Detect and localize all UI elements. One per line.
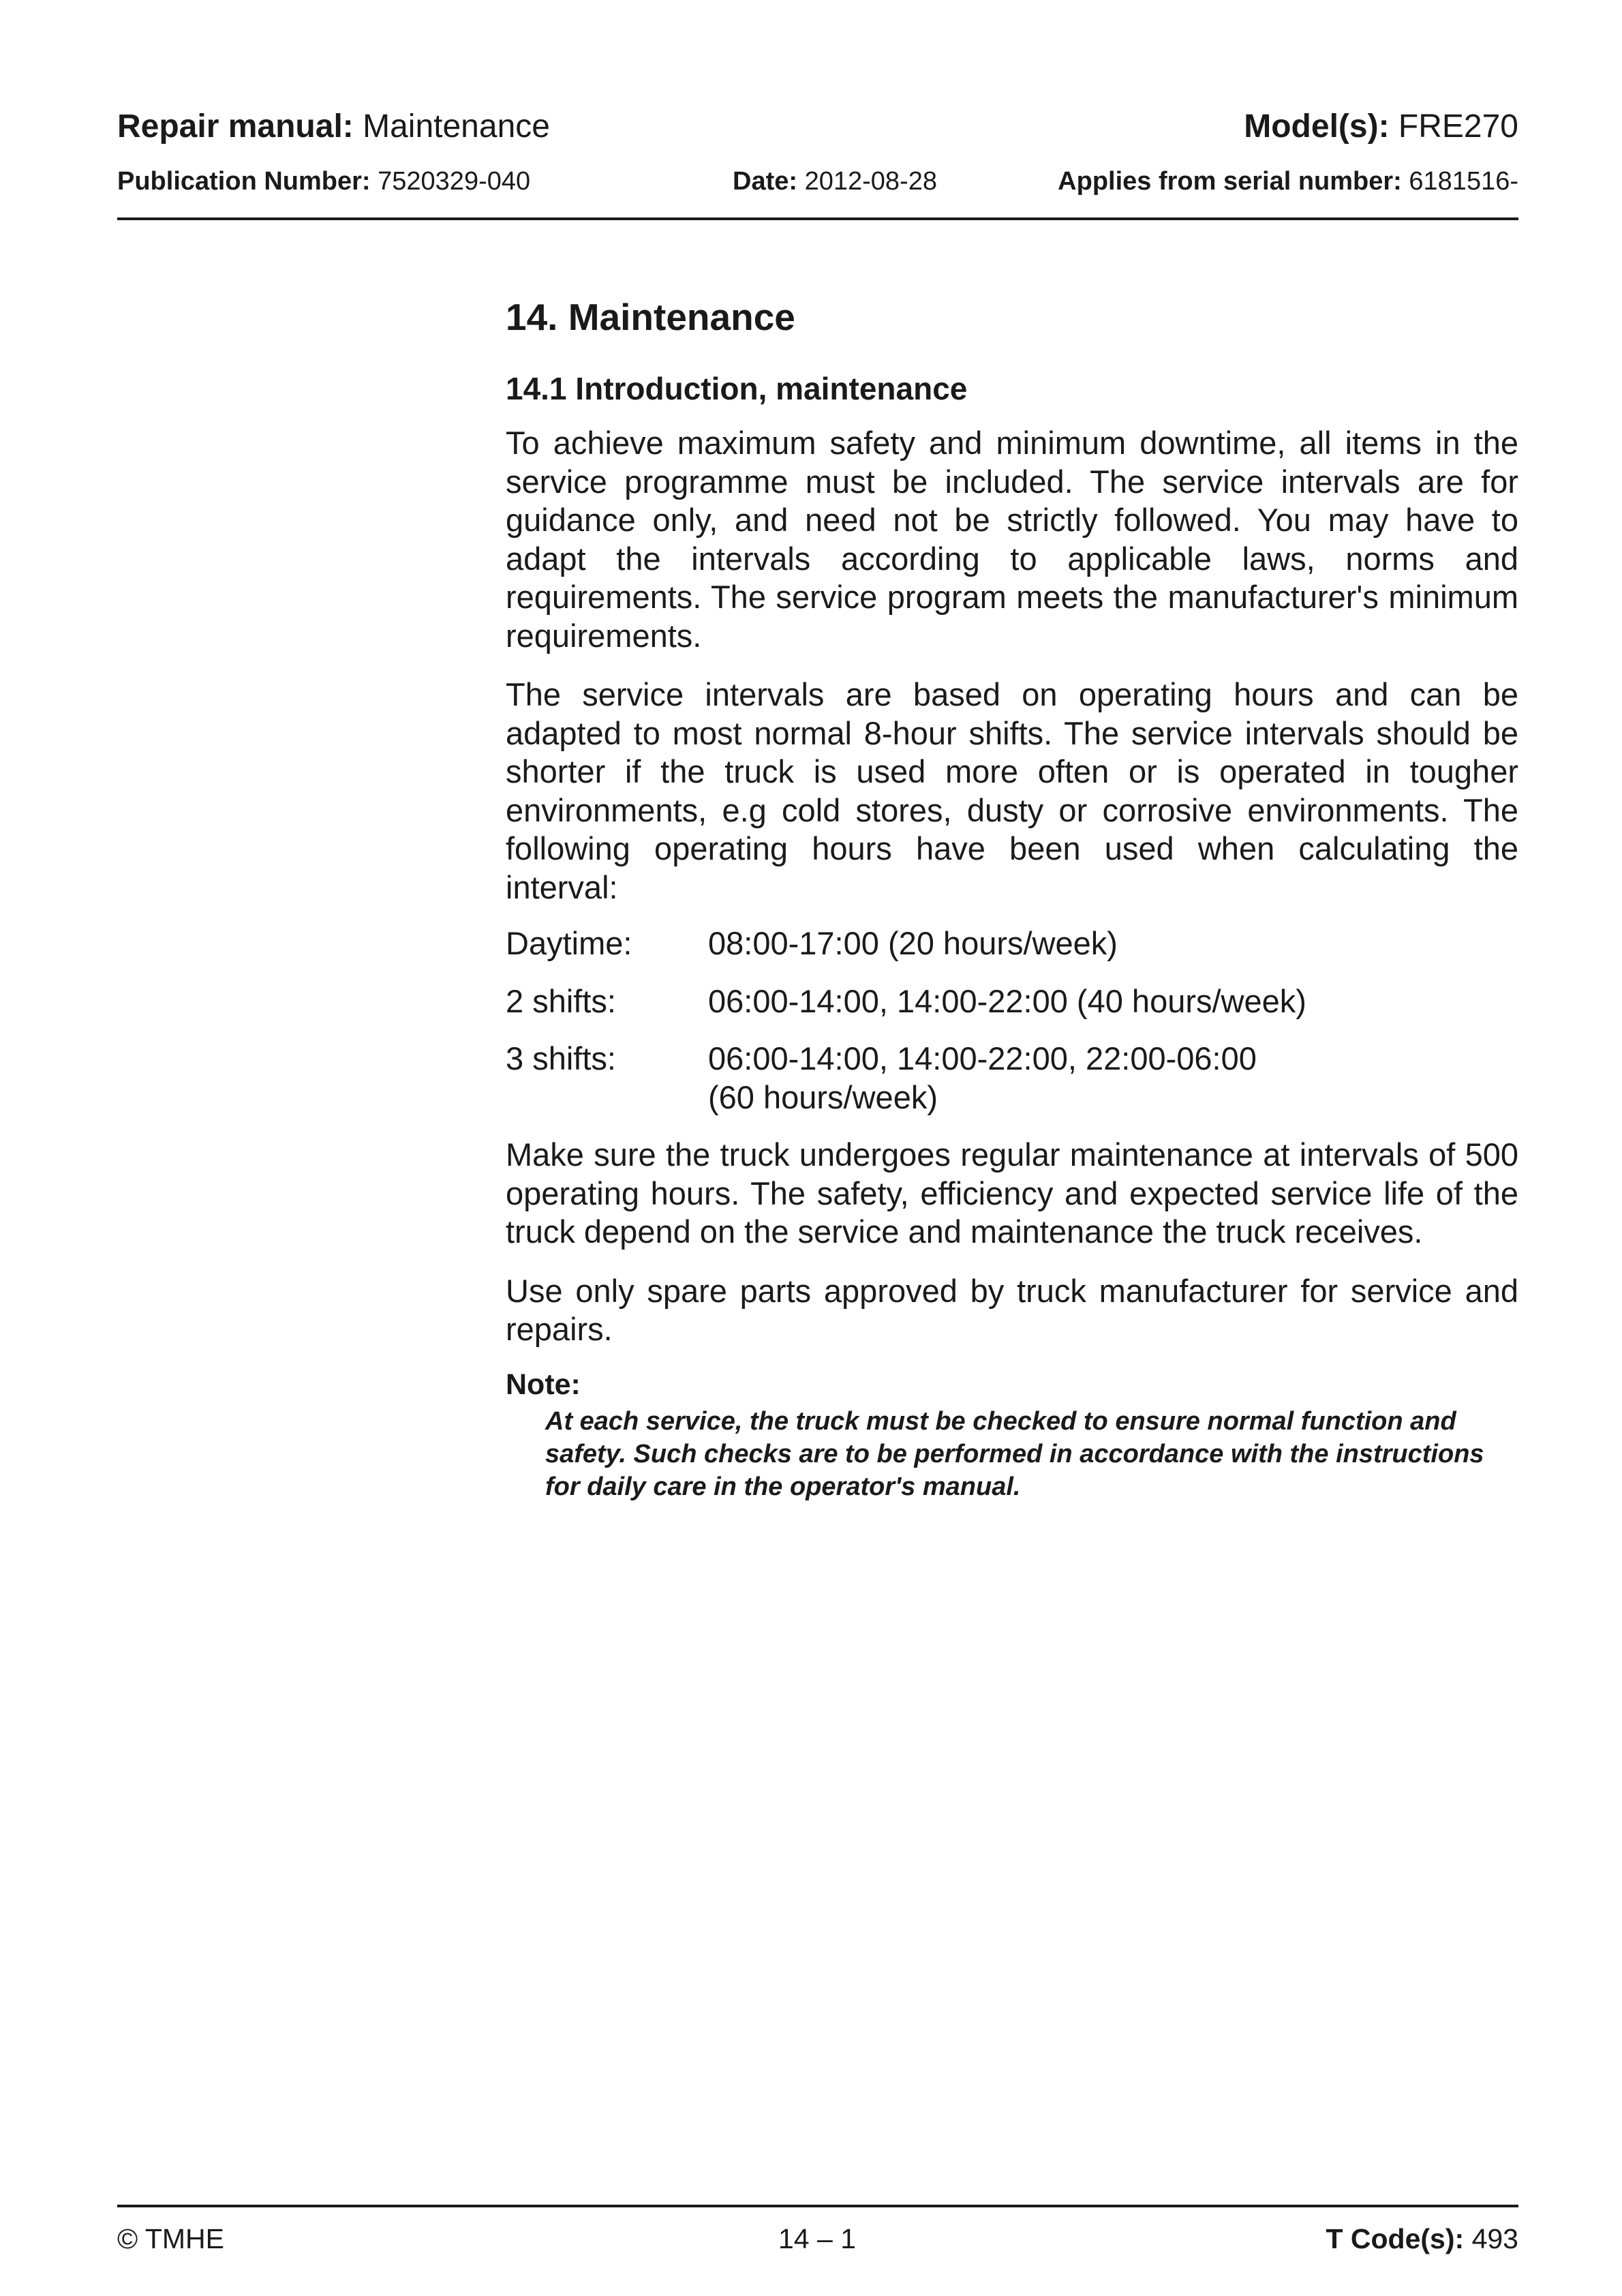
- shift-value: 06:00-14:00, 14:00-22:00 (40 hours/week): [708, 982, 1306, 1019]
- manual-value: Maintenance: [363, 108, 550, 145]
- paragraph-intervals: The service intervals are based on operating hours and can be adapted to most normal 8-hour shifts. The service intervals should be shorter if the truck is used more often or is operated in tougher environments, e.g cold stores, dusty or corrosive environments. The following operating hours have been used when calculating the interval:: [506, 676, 1518, 905]
- shift-row: [506, 924, 1518, 963]
- manual-title: [117, 106, 550, 147]
- header-divider: [117, 217, 1518, 220]
- page-footer: [117, 2221, 1518, 2262]
- paragraph-intro: To achieve maximum safety and minimum downtime, all items in the service programme must be included. The service intervals are for guidance only, and need not be strictly followed. You may have to adapt the intervals according to applicable laws, norms and requirements. The service program meets the manufacturer's minimum requirements.: [506, 425, 1518, 654]
- serial-value: 6181516-: [1409, 167, 1518, 196]
- page-number: 14 – 1: [778, 2223, 856, 2254]
- chapter-title: 14. Maintenance: [506, 296, 795, 338]
- shift-label: Daytime:: [506, 925, 632, 961]
- tcode: [1326, 2221, 1518, 2256]
- footer-divider: [117, 2205, 1518, 2207]
- tcode-label: T Code(s):: [1326, 2223, 1465, 2254]
- publication-number: [117, 165, 530, 198]
- page-header: [117, 102, 1518, 218]
- paragraph-spare-parts: Use only spare parts approved by truck manufacturer for service and repairs.: [506, 1272, 1518, 1347]
- model-info: [1244, 106, 1518, 147]
- paragraph-regular-maintenance: Make sure the truck undergoes regular maintenance at intervals of 500 operating hours. The safety, efficiency and expected service life of the truck depend on the service and maintenance the truck receives.: [506, 1136, 1518, 1250]
- manual-label: Repair manual:: [117, 108, 354, 145]
- model-label: Model(s):: [1244, 108, 1390, 145]
- date-label: Date:: [733, 167, 798, 196]
- main-content: [506, 293, 1518, 1503]
- serial-number: [1058, 165, 1518, 198]
- note-title: Note:: [506, 1368, 581, 1401]
- copyright: © TMHE: [117, 2223, 225, 2254]
- serial-label: Applies from serial number:: [1058, 167, 1402, 196]
- tcode-value: 493: [1471, 2223, 1518, 2254]
- shift-value: 08:00-17:00 (20 hours/week): [708, 925, 1118, 961]
- section-title: 14.1 Introduction, maintenance: [506, 371, 968, 406]
- shift-label: 2 shifts:: [506, 982, 616, 1019]
- shift-value: 06:00-14:00, 14:00-22:00, 22:00-06:00 (60 hours/week): [708, 1040, 1257, 1115]
- date-value: 2012-08-28: [804, 167, 937, 196]
- shift-table: [506, 924, 1518, 1117]
- pub-label: Publication Number:: [117, 167, 371, 196]
- pub-value: 7520329-040: [378, 167, 531, 196]
- shift-row: [506, 982, 1518, 1021]
- publication-date: [733, 165, 937, 198]
- shift-label: 3 shifts:: [506, 1040, 616, 1076]
- shift-row: [506, 1040, 1518, 1117]
- model-value: FRE270: [1398, 108, 1518, 145]
- note-text: At each service, the truck must be checked to ensure normal function and safety. Such checks are to be performed in accordance with the instructions for daily care in the operator's manual.: [545, 1406, 1484, 1501]
